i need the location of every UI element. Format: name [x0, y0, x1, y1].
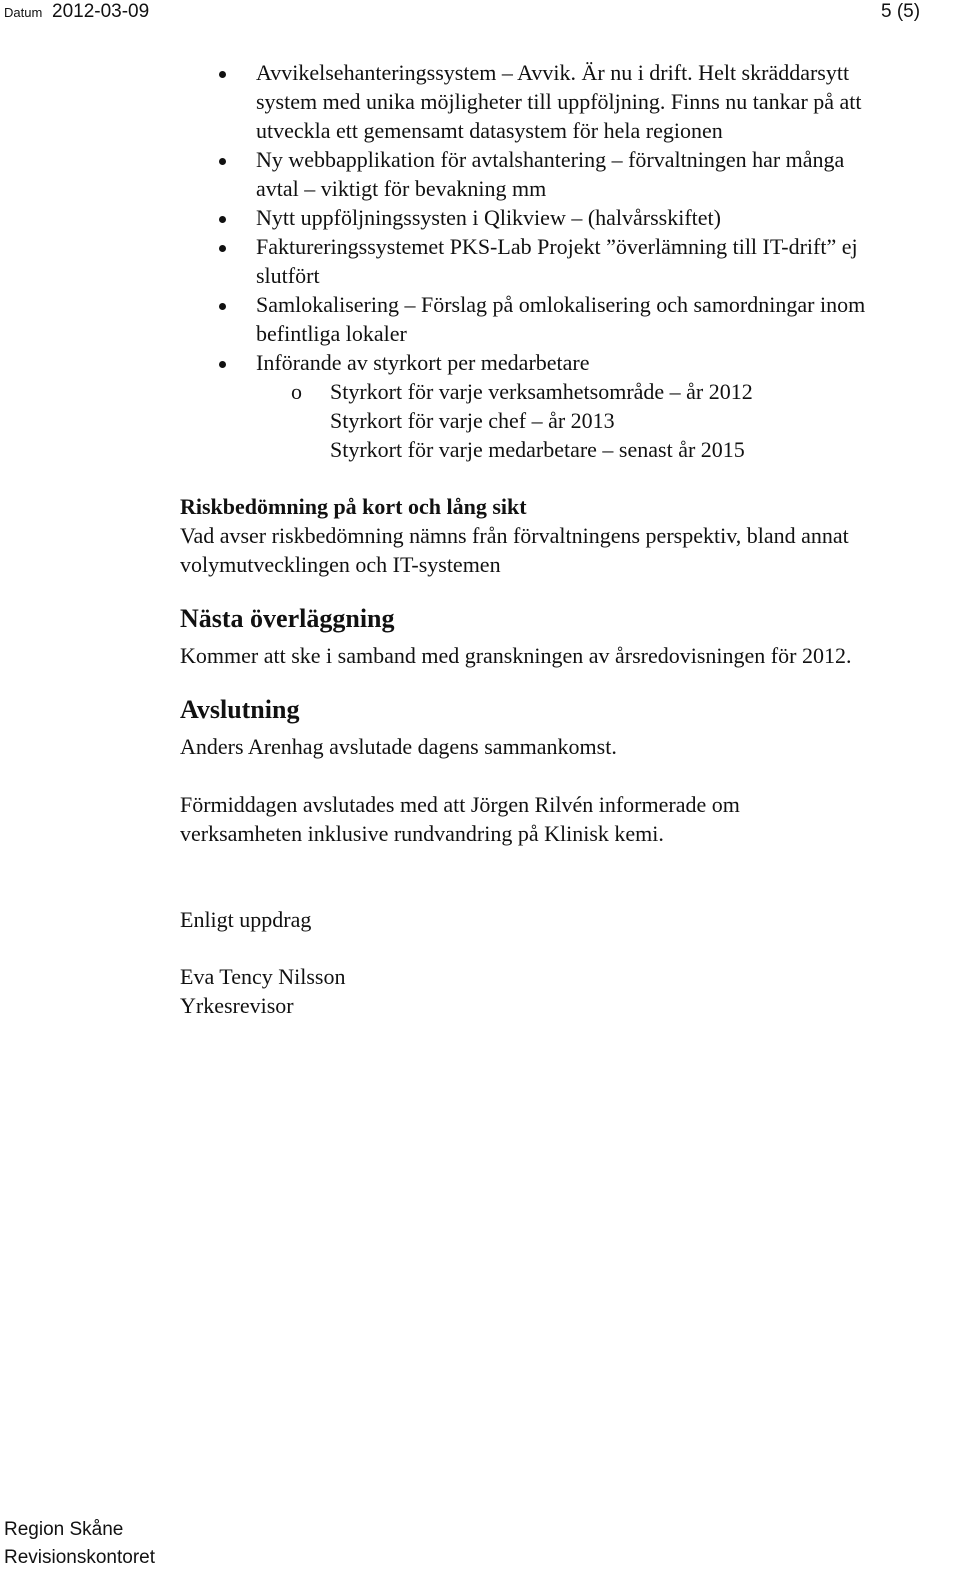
footer-dept: Revisionskontoret	[4, 1547, 156, 1568]
bullet-icon	[219, 71, 226, 78]
morning-text-line: verksamheten inklusive rundvandring på Klinisk kemi.	[180, 821, 664, 846]
risk-text-line: volymutvecklingen och IT-systemen	[180, 552, 501, 577]
closing-heading: Avslutning	[180, 695, 300, 724]
sub-item: Styrkort för varje medarbetare – senast år 2015	[330, 437, 745, 462]
bullet-line: utveckla ett gemensamt datasystem för hela regionen	[256, 118, 723, 143]
signature-name: Eva Tency Nilsson	[180, 964, 346, 989]
bullet-line: Avvikelsehanteringssystem – Avvik. Är nu i drift. Helt skräddarsytt	[256, 60, 850, 85]
bullet-line: Nytt uppföljningssysten i Qlikview – (halvårsskiftet)	[256, 205, 721, 230]
closing-text: Anders Arenhag avslutade dagens sammankomst.	[180, 734, 617, 759]
bullet-icon	[219, 216, 226, 223]
sub-item: Styrkort för varje chef – år 2013	[330, 408, 615, 433]
bullet-icon	[219, 245, 226, 252]
risk-text-line: Vad avser riskbedömning nämns från förvaltningens perspektiv, bland annat	[180, 523, 849, 548]
next-meeting-heading: Nästa överläggning	[180, 604, 395, 633]
bullet-line: Införande av styrkort per medarbetare	[256, 350, 590, 375]
morning-text-line: Förmiddagen avslutades med att Jörgen Rilvén informerade om	[180, 792, 740, 817]
header-date-label: Datum	[4, 5, 43, 20]
header-date: 2012-03-09	[52, 1, 150, 22]
next-meeting-text: Kommer att ske i samband med granskningen av årsredovisningen för 2012.	[180, 643, 852, 668]
bullet-line: befintliga lokaler	[256, 321, 407, 346]
bullet-icon	[219, 158, 226, 165]
bullet-line: Faktureringssystemet PKS-Lab Projekt ”överlämning till IT-drift” ej	[256, 234, 858, 259]
risk-heading: Riskbedömning på kort och lång sikt	[180, 494, 527, 519]
bullet-icon	[219, 361, 226, 368]
bullet-line: Ny webbapplikation för avtalshantering – förvaltningen har många	[256, 147, 845, 172]
bullet-line: avtal – viktigt för bevakning mm	[256, 176, 547, 201]
sub-bullet-icon: o	[291, 379, 302, 404]
bullet-line: slutfört	[256, 263, 320, 288]
bullet-line: Samlokalisering – Förslag på omlokalisering och samordningar inom	[256, 292, 866, 317]
signature-assignment: Enligt uppdrag	[180, 907, 312, 932]
sub-item: Styrkort för varje verksamhetsområde – år 2012	[330, 379, 753, 404]
bullet-icon	[219, 303, 226, 310]
header-page-number: 5 (5)	[881, 1, 921, 22]
bullet-line: system med unika möjligheter till uppföljning. Finns nu tankar på att	[256, 89, 862, 114]
footer-org: Region Skåne	[4, 1519, 124, 1540]
signature-title: Yrkesrevisor	[180, 993, 294, 1018]
